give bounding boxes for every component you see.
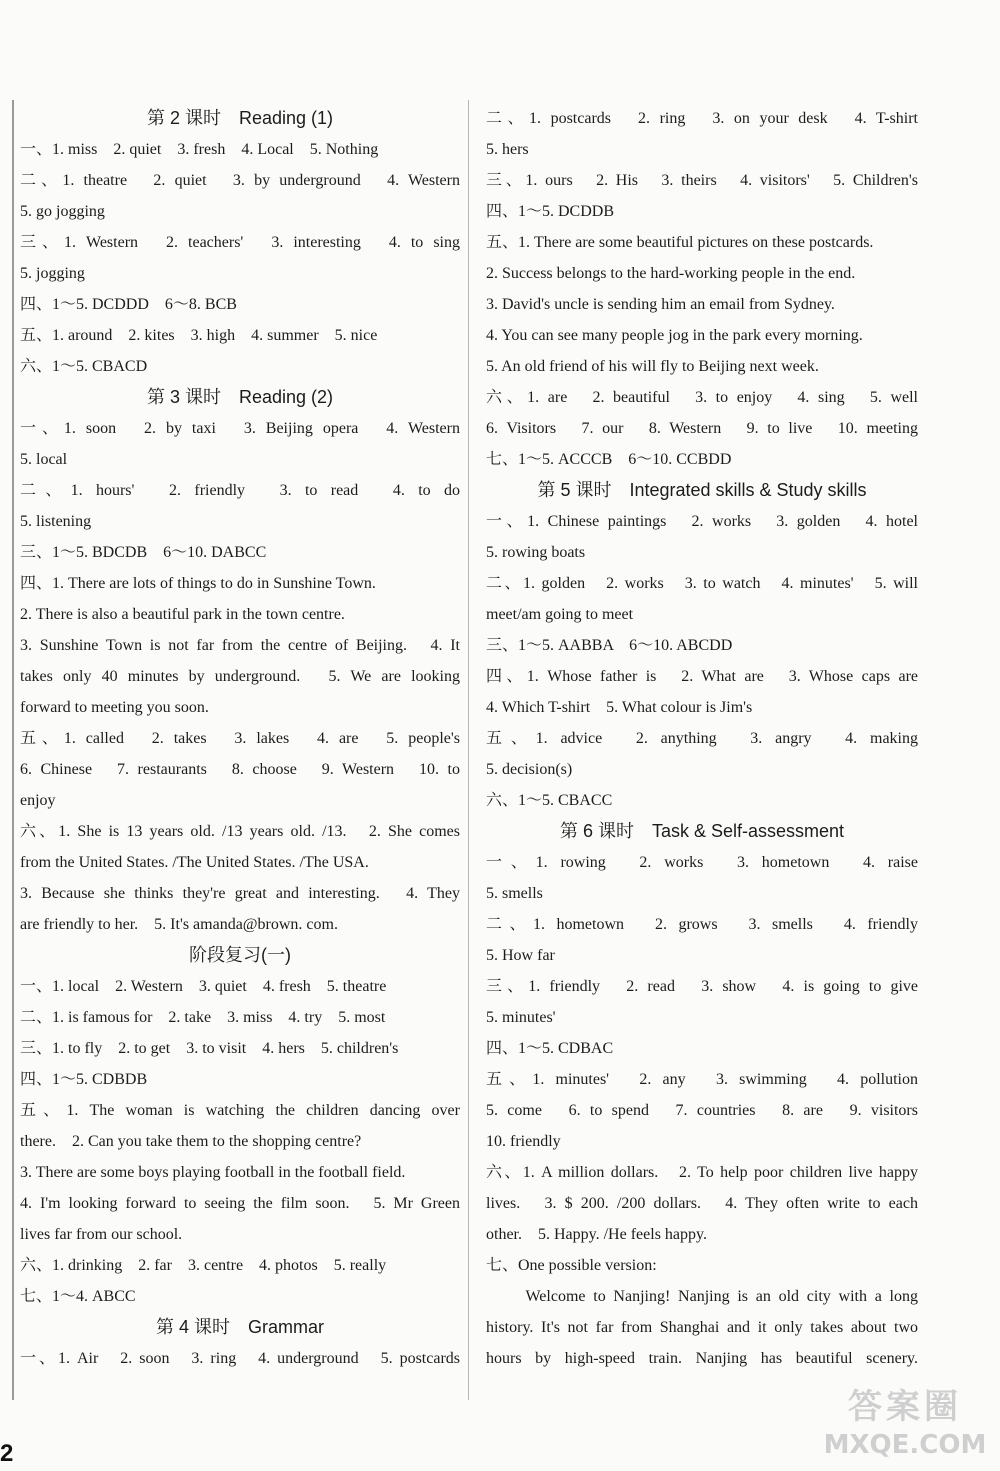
answer-line: 5. rowing boats — [486, 544, 586, 561]
answer-line: hours by high-speed train. Nanjing has beautiful scenery. — [486, 1350, 918, 1367]
answer-line: are friendly to her. 5. It's amanda@brown. com. — [20, 916, 338, 933]
answer-line: meet/am going to meet — [486, 606, 634, 623]
answer-line: 6. Visitors 7. our 8. Western 9. to live 10. meeting — [486, 420, 918, 437]
answer-line: 5. smells — [486, 885, 543, 902]
answer-line: 四、1. There are lots of things to do in Sunshine Town. — [20, 575, 376, 592]
answer-line: 四、1～5. CDBDB — [20, 1071, 148, 1088]
answer-line: 5. listening — [20, 513, 92, 530]
answer-line: 五、1. advice 2. anything 3. angry 4. making — [486, 730, 918, 747]
answer-line: 4. I'm looking forward to seeing the film soon. 5. Mr Green — [20, 1195, 460, 1212]
answer-line: 七、One possible version: — [486, 1257, 657, 1274]
answer-line: 五、1. There are some beautiful pictures on these postcards. — [486, 234, 874, 251]
answer-line: 一、1. Chinese paintings 2. works 3. golden 4. hotel — [486, 513, 918, 530]
answer-line: forward to meeting you soon. — [20, 699, 209, 716]
answer-line: 二、1. is famous for 2. take 3. miss 4. try 5. most — [20, 1009, 386, 1026]
answer-line: 2. There is also a beautiful park in the town centre. — [20, 606, 345, 623]
answer-line: history. It's not far from Shanghai and it only takes about two — [486, 1319, 918, 1336]
answer-line: 6. Chinese 7. restaurants 8. choose 9. Western 10. to — [20, 761, 460, 778]
answer-line: 3. There are some boys playing football in the football field. — [20, 1164, 406, 1181]
answer-line: 4. You can see many people jog in the park every morning. — [486, 327, 863, 344]
answer-line: 一、1. soon 2. by taxi 3. Beijing opera 4. Western — [20, 420, 460, 437]
page-number: 2 — [0, 1440, 14, 1467]
answer-line: 四、1. Whose father is 2. What are 3. Whose caps are — [486, 668, 918, 685]
answer-line: 3. Sunshine Town is not far from the centre of Beijing. 4. It — [20, 637, 460, 654]
answer-line: 六、1. are 2. beautiful 3. to enjoy 4. sing 5. well — [486, 389, 918, 406]
answer-line: 一、1. miss 2. quiet 3. fresh 4. Local 5. Nothing — [20, 141, 379, 158]
section-heading: 第 5 课时 Integrated skills & Study skills — [537, 480, 867, 500]
answer-line: other. 5. Happy. /He feels happy. — [486, 1226, 707, 1243]
answer-line: 5. hers — [486, 141, 529, 158]
answer-line: 5. An old friend of his will fly to Beijing next week. — [486, 358, 819, 375]
answer-line: lives. 3. $ 200. /200 dollars. 4. They often write to each — [486, 1195, 918, 1212]
watermark-url: MXQE.COM — [823, 1430, 987, 1460]
answer-line: 一、1. rowing 2. works 3. hometown 4. raise — [486, 854, 918, 871]
answer-line: 七、1～5. ACCCB 6～10. CCBDD — [486, 451, 732, 468]
answer-line: 三、1. friendly 2. read 3. show 4. is going to give — [486, 978, 918, 995]
left-column — [20, 103, 460, 1374]
answer-line: 五、1. around 2. kites 3. high 4. summer 5. nice — [20, 327, 378, 344]
answer-line: 二、1. hours' 2. friendly 3. to read 4. to do — [20, 482, 460, 499]
answer-line: 5. decision(s) — [486, 761, 573, 778]
answer-line: 5. How far — [486, 947, 555, 964]
right-column — [486, 103, 918, 1374]
answer-line: 五、1. The woman is watching the children dancing over — [20, 1102, 460, 1119]
answer-line: 三、1. ours 2. His 3. theirs 4. visitors' 5. Children's — [486, 172, 918, 189]
answer-line: 二、1. theatre 2. quiet 3. by underground 4. Western — [20, 172, 460, 189]
answer-line: takes only 40 minutes by underground. 5. We are looking — [20, 668, 460, 685]
answer-line: 六、1～5. CBACC — [486, 792, 613, 809]
answer-line: 2. Success belongs to the hard-working people in the end. — [486, 265, 856, 282]
answer-line: 四、1～5. DCDDD 6～8. BCB — [20, 296, 237, 313]
answer-line: 4. Which T-shirt 5. What colour is Jim's — [486, 699, 753, 716]
answer-line: 五、1. called 2. takes 3. lakes 4. are 5. people's — [20, 730, 460, 747]
site-watermark — [820, 1384, 990, 1466]
left-margin-rule — [12, 100, 14, 1400]
answer-line: 三、1. Western 2. teachers' 3. interesting 4. to sing — [20, 234, 460, 251]
answer-line: 10. friendly — [486, 1133, 561, 1150]
answer-line: 5. go jogging — [20, 203, 105, 220]
answer-line: 5. come 6. to spend 7. countries 8. are 9. visitors — [486, 1102, 918, 1119]
answer-line: 六、1. drinking 2. far 3. centre 4. photos 5. really — [20, 1257, 387, 1274]
answer-line: 三、1～5. BDCDB 6～10. DABCC — [20, 544, 267, 561]
answer-line: 三、1. to fly 2. to get 3. to visit 4. hers 5. children's — [20, 1040, 399, 1057]
answer-line: 七、1～4. ABCC — [20, 1288, 136, 1305]
answer-line: 5. minutes' — [486, 1009, 556, 1026]
answer-line: 二、1. golden 2. works 3. to watch 4. minutes' 5. will — [486, 575, 918, 592]
answer-line: 二、1. hometown 2. grows 3. smells 4. friendly — [486, 916, 918, 933]
answer-line: 六、1～5. CBACD — [20, 358, 148, 375]
answer-line: 二、1. postcards 2. ring 3. on your desk 4. T-shirt — [486, 110, 918, 127]
answer-line: 六、1. She is 13 years old. /13 years old. /13. 2. She comes — [20, 823, 460, 840]
watermark-logo-text: 答案圈 — [848, 1387, 962, 1427]
answer-line: enjoy — [20, 792, 56, 809]
answer-line: lives far from our school. — [20, 1226, 183, 1243]
section-heading: 第 3 课时 Reading (2) — [146, 387, 334, 407]
section-heading: 阶段复习(一) — [189, 945, 291, 965]
section-heading: 第 2 课时 Reading (1) — [146, 108, 334, 128]
section-heading: 第 6 课时 Task & Self-assessment — [559, 821, 845, 841]
answer-line: 5. local — [20, 451, 68, 468]
answer-line: 一、1. local 2. Western 3. quiet 4. fresh 5. theatre — [20, 978, 387, 995]
answer-line: 四、1～5. DCDDB — [486, 203, 615, 220]
answer-line: 四、1～5. CDBAC — [486, 1040, 614, 1057]
answer-line: 3. David's uncle is sending him an email from Sydney. — [486, 296, 835, 313]
answer-line: 3. Because she thinks they're great and interesting. 4. They — [20, 885, 460, 902]
answer-line: 五、1. minutes' 2. any 3. swimming 4. pollution — [486, 1071, 918, 1088]
answer-line: 一、1. Air 2. soon 3. ring 4. underground 5. postcards — [20, 1350, 460, 1367]
column-divider — [468, 100, 469, 1400]
section-heading: 第 4 课时 Grammar — [155, 1317, 324, 1337]
answer-line: Welcome to Nanjing! Nanjing is an old city with a long — [486, 1288, 918, 1305]
answer-line: 三、1～5. AABBA 6～10. ABCDD — [486, 637, 733, 654]
answer-line: from the United States. /The United States. /The USA. — [20, 854, 369, 871]
answer-line: there. 2. Can you take them to the shopping centre? — [20, 1133, 362, 1150]
answer-line: 六、1. A million dollars. 2. To help poor children live happy — [486, 1164, 918, 1181]
answer-line: 5. jogging — [20, 265, 85, 282]
